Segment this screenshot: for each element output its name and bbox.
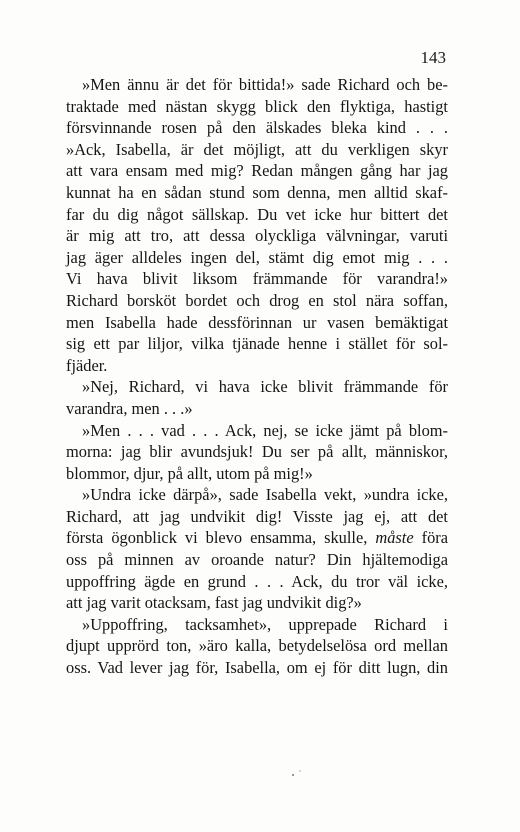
text-line: oss. Vad lever jag för, Isabella, om ej för ditt lugn, din xyxy=(66,658,448,678)
text-line: att jag varit otacksam, fast jag undvikit dig?» xyxy=(66,593,362,613)
text-line: är mig att tro, att dessa olyckliga välvningar, varuti xyxy=(66,226,448,246)
text-line: »Men . . . vad . . . Ack, nej, se icke jämt på blom- xyxy=(82,420,448,440)
text-line: djupt upprörd ton, »äro kalla, betydelselösa ord mellan xyxy=(66,636,448,656)
text-line: att vara ensam med mig? Redan mången gång har jag xyxy=(66,161,448,181)
text-line: »Uppoffring, tacksamhet», upprepade Richard i xyxy=(82,614,448,634)
text-line: traktade med nästan skygg blick den flyktiga, hastigt xyxy=(66,96,448,116)
text-line: oss på minnen av oroande natur? Din hjältemodiga xyxy=(66,550,448,570)
page-number: 143 xyxy=(420,48,446,67)
emphasized-word: måste xyxy=(375,528,414,548)
text-line xyxy=(66,527,448,549)
text-line: far du dig något sällskap. Du vet icke hur bittert det xyxy=(66,204,448,224)
text-line: blommor, djur, på allt, utom på mig!» xyxy=(66,463,313,483)
text-line: »Nej, Richard, vi hava icke blivit främmande för xyxy=(82,377,448,397)
text-line: försvinnande rosen på den älskades bleka kind . . . xyxy=(66,118,448,138)
body-text xyxy=(66,74,448,679)
text-line: jag äger alldeles ingen del, stämt dig emot mig . . . xyxy=(66,247,448,267)
text-line: morna: jag blir avundsjuk! Du ser på allt, människor, xyxy=(66,442,448,462)
paper-speck xyxy=(299,770,300,771)
text-line: Richard, att jag undvikit dig! Visste jag ej, att det xyxy=(66,506,448,526)
text-line: men Isabella hade dessförinnan ur vasen bemäktigat xyxy=(66,312,448,332)
text-line: »Undra icke därpå», sade Isabella vekt, »undra icke, xyxy=(82,485,448,505)
text-line: fjäder. xyxy=(66,355,108,375)
text-line: Vi hava blivit liksom främmande för varandra!» xyxy=(66,269,448,289)
text-line: Richard borsköt bordet och drog en stol nära soffan, xyxy=(66,290,448,310)
text-line: varandra, men . . .» xyxy=(66,398,193,418)
paper-speck xyxy=(292,774,294,776)
text-segment: första ögonblick vi blevo ensamma, skulle, xyxy=(66,528,376,548)
text-line: uppoffring ägde en grund . . . Ack, du tror väl icke, xyxy=(66,571,448,591)
text-line: sig ett par liljor, vilka tjänade henne i stället för sol- xyxy=(66,334,448,354)
text-line: kunnat ha en sådan stund som denna, men alltid skaf- xyxy=(66,182,448,202)
text-line: »Ack, Isabella, är det möjligt, att du verkligen skyr xyxy=(66,139,448,159)
text-segment: föra xyxy=(413,528,449,548)
text-line: »Men ännu är det för bittida!» sade Richard och be- xyxy=(82,75,448,94)
